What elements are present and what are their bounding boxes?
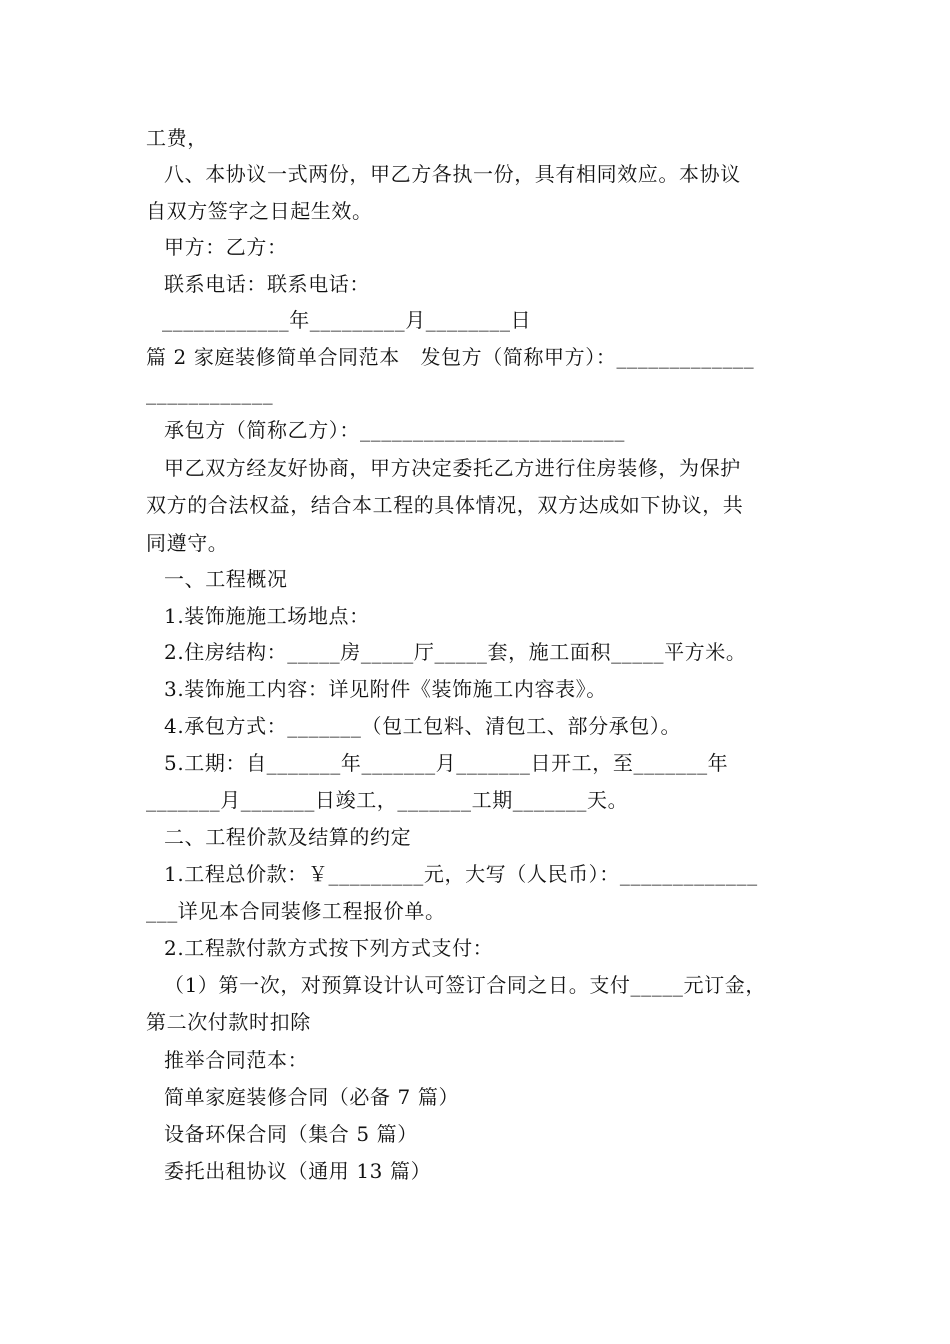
- text-line: 甲方：乙方：: [164, 235, 288, 259]
- text-line: （1）第一次，对预算设计认可签订合同之日。支付_____元订金，: [164, 973, 766, 997]
- text-line: 同遵守。: [146, 531, 229, 555]
- text-line: ___详见本合同装修工程报价单。: [146, 899, 446, 923]
- text-line: 双方的合法权益，结合本工程的具体情况，双方达成如下协议，共: [146, 493, 744, 517]
- text-line: 1.装饰施施工场地点：: [164, 604, 370, 628]
- text-line: 自双方签字之日起生效。: [146, 199, 373, 223]
- text-line: 3.装饰施工内容：详见附件《装饰施工内容表》。: [164, 677, 607, 701]
- text-line: 4.承包方式：_______（包工包料、清包工、部分承包）。: [164, 714, 682, 738]
- section-heading: 二、工程价款及结算的约定: [164, 825, 412, 849]
- recommend-link[interactable]: 设备环保合同（集合 5 篇）: [164, 1122, 418, 1146]
- text-line: 工费，: [146, 126, 208, 150]
- section-heading: 篇 2 家庭装修简单合同范本 发包方（简称甲方）：_____________: [146, 345, 755, 369]
- text-line: 甲乙双方经友好协商，甲方决定委托乙方进行住房装修，为保护: [164, 456, 741, 480]
- text-line: 2.住房结构：_____房_____厅_____套，施工面积_____平方米。: [164, 640, 747, 664]
- text-line: 承包方（简称乙方）：_________________________: [164, 418, 625, 442]
- date-line: ____________年_________月________日: [162, 308, 532, 332]
- text-line: 2.工程款付款方式按下列方式支付：: [164, 936, 494, 960]
- recommend-heading: 推举合同范本：: [164, 1048, 309, 1072]
- text-line: _______月_______日竣工，_______工期_______天。: [146, 788, 629, 812]
- text-line: 第二次付款时扣除: [146, 1010, 311, 1034]
- section-heading: 一、工程概况: [164, 567, 288, 591]
- text-line: ____________: [146, 381, 274, 405]
- text-line: 1.工程总价款：￥_________元，大写（人民币）：_____________: [164, 862, 758, 886]
- text-line: 5.工期：自_______年_______月_______日开工，至_______年: [164, 751, 729, 775]
- text-line: 联系电话：联系电话：: [164, 272, 370, 296]
- recommend-link[interactable]: 简单家庭装修合同（必备 7 篇）: [164, 1085, 460, 1109]
- text-line: 八、本协议一式两份，甲乙方各执一份，具有相同效应。本协议: [164, 162, 741, 186]
- recommend-link[interactable]: 委托出租协议（通用 13 篇）: [164, 1159, 432, 1183]
